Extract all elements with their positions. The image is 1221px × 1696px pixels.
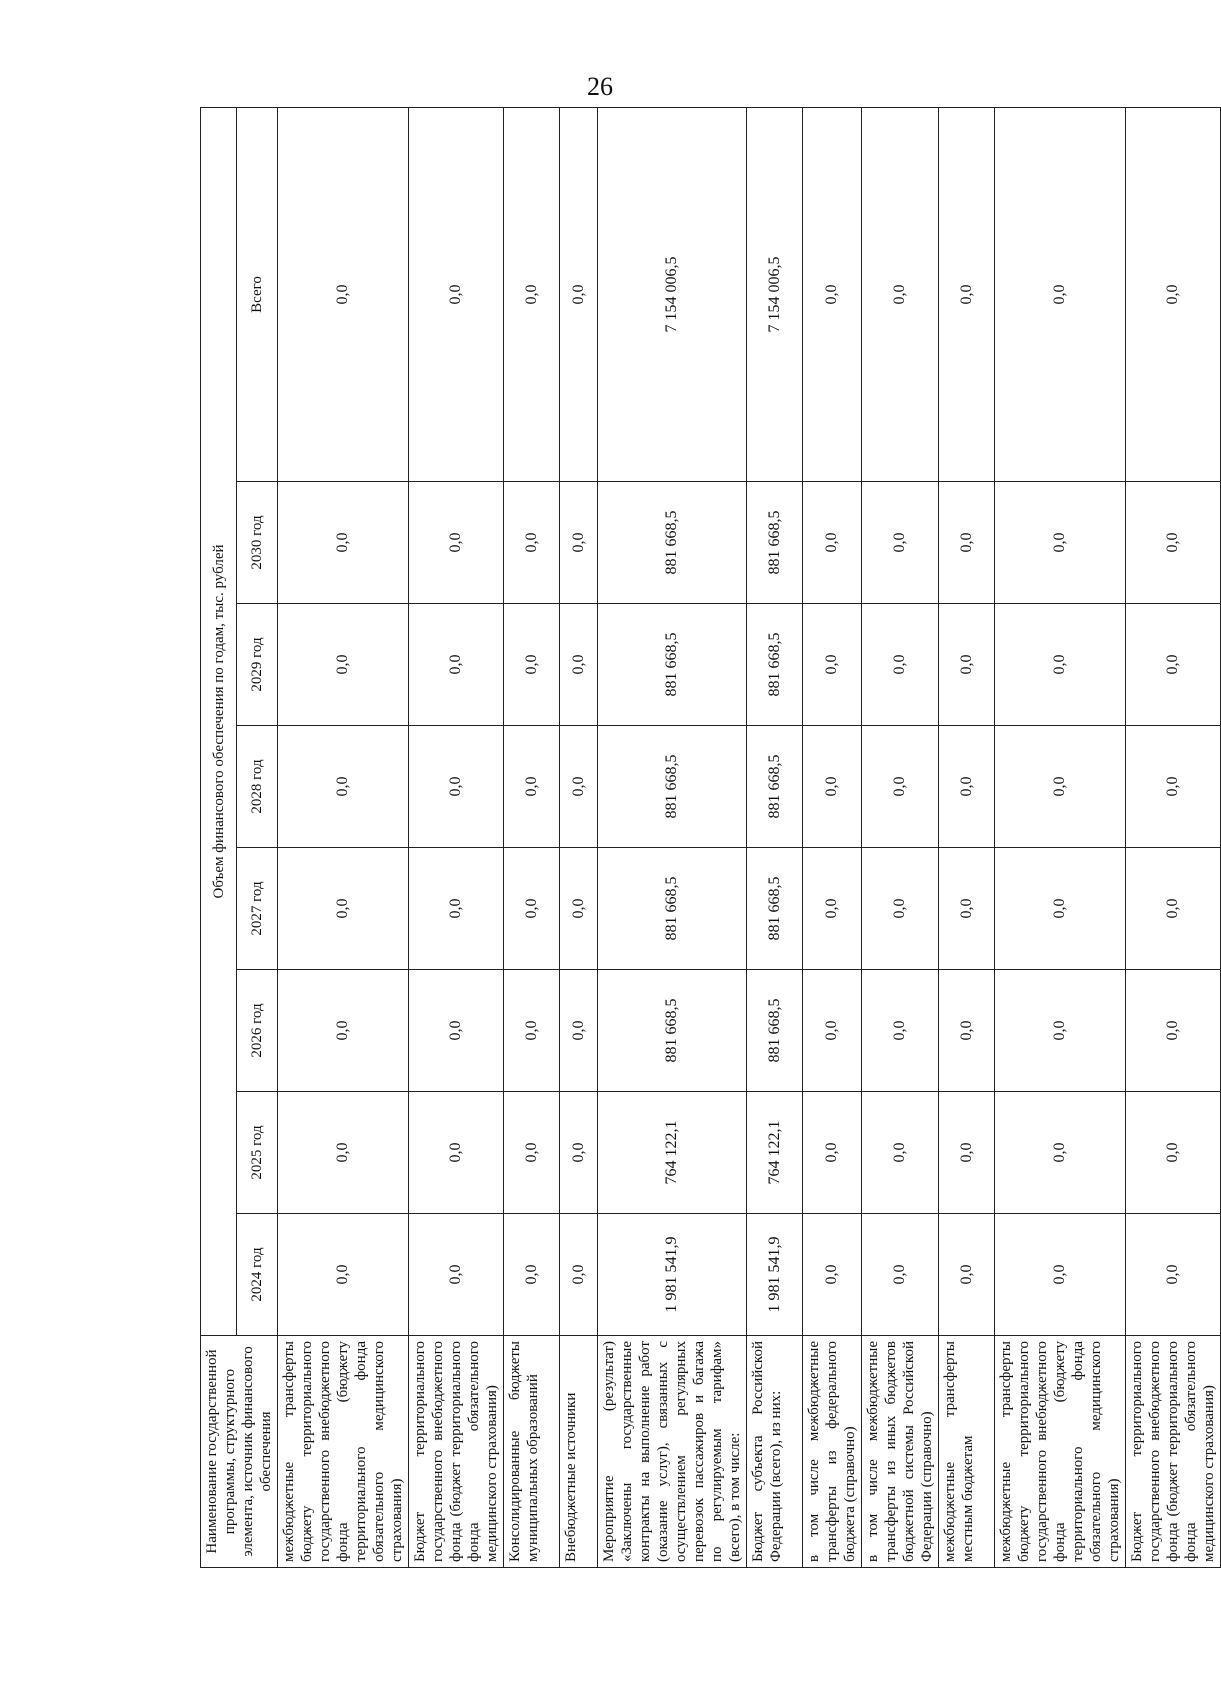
value-cell: 0,0: [939, 1214, 995, 1336]
value-cell: 881 668,5: [747, 482, 803, 604]
value-cell: 881 668,5: [598, 970, 747, 1092]
value-cell: 0,0: [278, 970, 409, 1092]
value-cell: 0,0: [1126, 848, 1221, 970]
value-cell: 0,0: [504, 726, 560, 848]
value-cell: 0,0: [409, 604, 504, 726]
value-cell: 1 981 541,9: [598, 1214, 747, 1336]
value-cell: 0,0: [995, 1214, 1126, 1336]
row-name-cell: в том числе межбюджетные трансферты из федерального бюджета (справочно): [803, 1336, 862, 1568]
value-cell: 0,0: [803, 1214, 862, 1336]
value-cell: 0,0: [409, 1092, 504, 1214]
value-cell: 0,0: [803, 107, 862, 481]
value-cell: 881 668,5: [747, 970, 803, 1092]
header-row-group: [201, 107, 237, 1567]
row-name-cell: межбюджетные трансферты бюджету территориального государственного внебюджетного фонда (бюджету территориального фонда обязательного медицинского страхования): [278, 1336, 409, 1568]
row-name-cell: Бюджет территориального государственного внебюджетного фонда (бюджет территориального фонда обязательного медицинского страхования): [1126, 1336, 1221, 1568]
header-year-5: 2029 год: [237, 604, 278, 726]
value-cell: 0,0: [803, 604, 862, 726]
table-row: [1126, 107, 1221, 1567]
value-cell: 0,0: [995, 482, 1126, 604]
header-group-title: Объем финансового обеспечения по годам, тыс. рублей: [201, 107, 237, 1335]
value-cell: 881 668,5: [598, 482, 747, 604]
value-cell: 0,0: [278, 1214, 409, 1336]
value-cell: 0,0: [803, 726, 862, 848]
value-cell: 0,0: [995, 970, 1126, 1092]
financing-table: [200, 107, 1221, 1568]
table-row: [504, 107, 560, 1567]
value-cell: 0,0: [995, 107, 1126, 481]
table-rotated-container: [200, 108, 1217, 1568]
value-cell: 1 981 541,9: [747, 1214, 803, 1336]
value-cell: 0,0: [939, 970, 995, 1092]
value-cell: 0,0: [560, 1092, 598, 1214]
table-row: [995, 107, 1126, 1567]
table-row: [747, 107, 803, 1567]
row-name-cell: межбюджетные трансферты бюджету территориального государственного внебюджетного фонда (бюджету территориального фонда обязательного медицинского страхования): [995, 1336, 1126, 1568]
value-cell: 0,0: [504, 482, 560, 604]
value-cell: 0,0: [995, 726, 1126, 848]
value-cell: 0,0: [278, 482, 409, 604]
page-number: 26: [587, 72, 613, 101]
value-cell: 0,0: [939, 1092, 995, 1214]
table-row: [409, 107, 504, 1567]
header-year-3: 2027 год: [237, 848, 278, 970]
table-row: [803, 107, 862, 1567]
value-cell: 0,0: [278, 848, 409, 970]
value-cell: 0,0: [1126, 1092, 1221, 1214]
value-cell: 0,0: [803, 970, 862, 1092]
row-name-cell: в том числе межбюджетные трансферты из иных бюджетов бюджетной системы Российской Федерации (справочно): [862, 1336, 939, 1568]
value-cell: 0,0: [862, 482, 939, 604]
value-cell: 0,0: [504, 848, 560, 970]
value-cell: 0,0: [409, 848, 504, 970]
value-cell: 0,0: [1126, 604, 1221, 726]
row-name-cell: Консолидированные бюджеты муниципальных образований: [504, 1336, 560, 1568]
value-cell: 881 668,5: [598, 604, 747, 726]
value-cell: 0,0: [995, 848, 1126, 970]
value-cell: 0,0: [278, 107, 409, 481]
value-cell: 0,0: [1126, 482, 1221, 604]
table-row: [862, 107, 939, 1567]
value-cell: 0,0: [939, 107, 995, 481]
row-name-cell: Бюджет субъекта Российской Федерации (всего), из них:: [747, 1336, 803, 1568]
value-cell: 0,0: [504, 1214, 560, 1336]
value-cell: 0,0: [409, 970, 504, 1092]
value-cell: 881 668,5: [747, 726, 803, 848]
value-cell: 0,0: [278, 1092, 409, 1214]
value-cell: 0,0: [1126, 970, 1221, 1092]
table-row: [278, 107, 409, 1567]
value-cell: 0,0: [939, 848, 995, 970]
value-cell: 0,0: [1126, 726, 1221, 848]
table-row: [560, 107, 598, 1567]
row-name-cell: Мероприятие (результат) «Заключены государственные контракты на выполнение работ (оказание услуг), связанных с осуществлением регулярных перевозок пассажиров и багажа по регулируемым тарифам» (всего), в том числе:: [598, 1336, 747, 1568]
value-cell: 0,0: [560, 848, 598, 970]
header-year-0: 2024 год: [237, 1214, 278, 1336]
value-cell: 881 668,5: [747, 848, 803, 970]
value-cell: 0,0: [504, 970, 560, 1092]
value-cell: 881 668,5: [747, 604, 803, 726]
value-cell: 0,0: [560, 970, 598, 1092]
row-name-cell: Внебюджетные источники: [560, 1336, 598, 1568]
row-name-cell: межбюджетные трансферты местным бюджетам: [939, 1336, 995, 1568]
value-cell: 0,0: [560, 726, 598, 848]
value-cell: 0,0: [1126, 1214, 1221, 1336]
value-cell: 0,0: [939, 726, 995, 848]
header-year-4: 2028 год: [237, 726, 278, 848]
value-cell: 0,0: [560, 482, 598, 604]
value-cell: 0,0: [803, 848, 862, 970]
value-cell: 0,0: [504, 107, 560, 481]
value-cell: 0,0: [1126, 107, 1221, 481]
value-cell: 7 154 006,5: [747, 107, 803, 481]
value-cell: 7 154 006,5: [598, 107, 747, 481]
value-cell: 881 668,5: [598, 726, 747, 848]
header-year-1: 2025 год: [237, 1092, 278, 1214]
value-cell: 0,0: [939, 604, 995, 726]
header-year-6: 2030 год: [237, 482, 278, 604]
value-cell: 0,0: [409, 726, 504, 848]
value-cell: 0,0: [560, 107, 598, 481]
value-cell: 0,0: [278, 726, 409, 848]
value-cell: 764 122,1: [598, 1092, 747, 1214]
value-cell: 0,0: [995, 1092, 1126, 1214]
value-cell: 0,0: [409, 482, 504, 604]
table-row: [598, 107, 747, 1567]
value-cell: 0,0: [862, 970, 939, 1092]
value-cell: 0,0: [803, 1092, 862, 1214]
value-cell: 0,0: [862, 604, 939, 726]
value-cell: 0,0: [995, 604, 1126, 726]
value-cell: 0,0: [504, 1092, 560, 1214]
value-cell: 0,0: [862, 848, 939, 970]
value-cell: 0,0: [803, 482, 862, 604]
value-cell: 764 122,1: [747, 1092, 803, 1214]
value-cell: 0,0: [862, 726, 939, 848]
value-cell: 0,0: [409, 107, 504, 481]
table-body: [278, 107, 1221, 1567]
value-cell: 0,0: [862, 1092, 939, 1214]
value-cell: 0,0: [504, 604, 560, 726]
value-cell: 881 668,5: [598, 848, 747, 970]
header-year-2: 2026 год: [237, 970, 278, 1092]
value-cell: 0,0: [862, 107, 939, 481]
header-name-column: Наименование государственной программы, структурного элемента, источник финансового обеспечения: [201, 1336, 278, 1568]
row-name-cell: Бюджет территориального государственного внебюджетного фонда (бюджет территориального фонда обязательного медицинского страхования): [409, 1336, 504, 1568]
table-row: [939, 107, 995, 1567]
value-cell: 0,0: [939, 482, 995, 604]
value-cell: 0,0: [278, 604, 409, 726]
value-cell: 0,0: [409, 1214, 504, 1336]
value-cell: 0,0: [862, 1214, 939, 1336]
header-year-7: Всего: [237, 107, 278, 481]
value-cell: 0,0: [560, 1214, 598, 1336]
value-cell: 0,0: [560, 604, 598, 726]
